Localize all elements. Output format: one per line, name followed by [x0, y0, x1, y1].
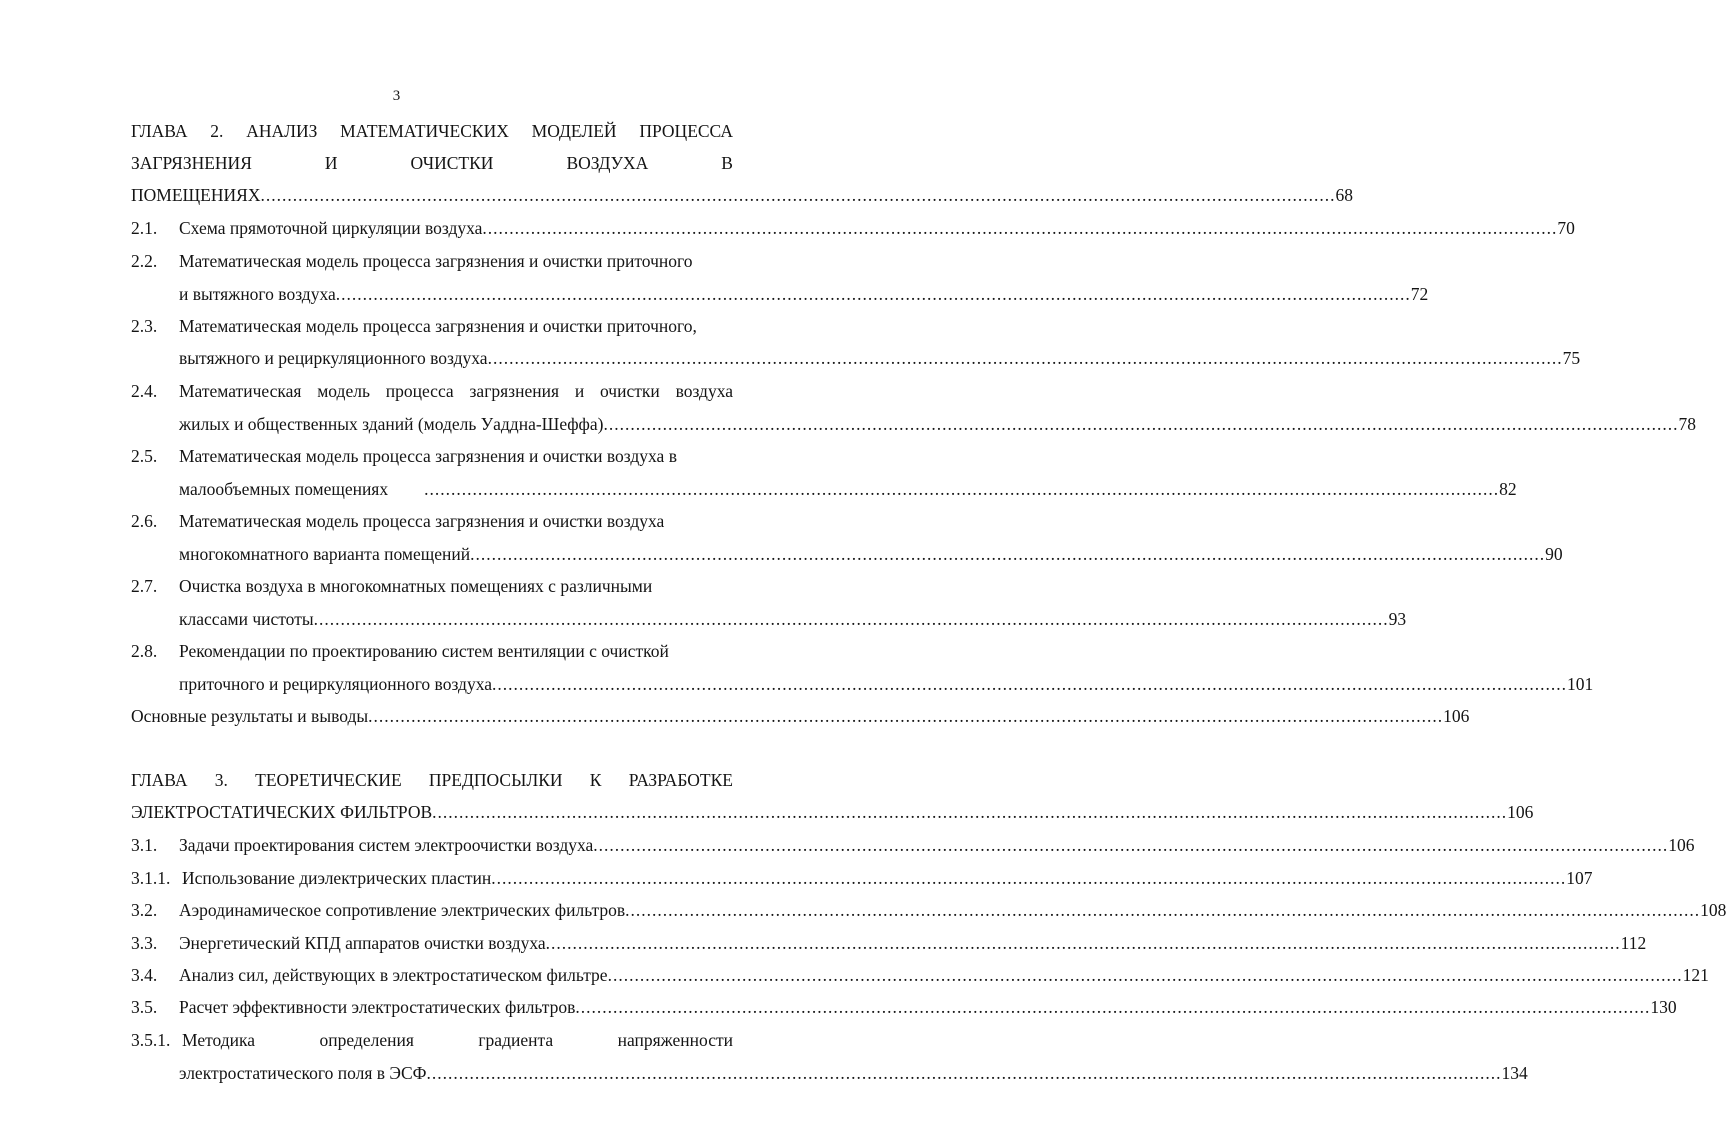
heading-word: ПРОЦЕССА — [639, 121, 733, 141]
toc-text: классами чистоты — [179, 609, 314, 629]
page-number: 3 — [392, 88, 401, 104]
heading-word: АНАЛИЗ — [246, 121, 318, 141]
toc-text: ПОМЕЩЕНИЯХ — [131, 185, 261, 205]
toc-page: 93 — [1388, 609, 1407, 629]
toc-word: процесса — [385, 381, 454, 401]
toc-text: Основные результаты и выводы — [131, 706, 369, 726]
toc-word: воздуха — [675, 381, 733, 401]
heading-word: ПРЕДПОСЫЛКИ — [428, 770, 563, 790]
toc-page: 78 — [1678, 414, 1696, 434]
toc-text: и вытяжного воздуха — [179, 284, 336, 304]
toc-word: модель — [317, 381, 370, 401]
toc-text: Использование диэлектрических пластин — [182, 868, 492, 888]
toc-page: 106 — [1507, 802, 1534, 822]
toc-results — [131, 706, 1470, 726]
toc-entry-2-3-line1: Математическая модель процесса загрязнения и очистки приточного, — [179, 316, 697, 336]
toc-page: 72 — [1410, 284, 1429, 304]
toc-number: 3.5.1. — [131, 1030, 171, 1050]
dot-leader: ........................................................................................................................................................................................................ — [470, 544, 1546, 564]
toc-page: 75 — [1562, 348, 1581, 368]
toc-page: 130 — [1650, 997, 1677, 1017]
heading-word: ТЕОРЕТИЧЕСКИЕ — [255, 770, 402, 790]
toc-page: 106 — [1668, 835, 1695, 855]
toc-entry-2-3 — [179, 348, 1581, 368]
heading-word: И — [324, 153, 338, 173]
toc-number: 3.1. — [131, 835, 158, 855]
toc-number: 2.8. — [131, 641, 158, 661]
toc-number: 2.4. — [131, 381, 158, 401]
toc-text: вытяжного и рециркуляционного воздуха — [179, 348, 488, 368]
heading-word: 2. — [210, 121, 224, 141]
toc-text: Анализ сил, действующих в электростатическом фильтре — [179, 965, 608, 985]
toc-entry-3-5-1 — [179, 1063, 1528, 1083]
dot-leader: ........................................................................................................................................................................................................ — [607, 965, 1683, 985]
toc-entry-3-1 — [179, 835, 1695, 855]
toc-page: 134 — [1501, 1063, 1528, 1083]
toc-entry-2-2-line1: Математическая модель процесса загрязнения и очистки приточного — [179, 251, 693, 271]
toc-word: определения — [319, 1030, 414, 1050]
toc-word: напряженности — [617, 1030, 733, 1050]
toc-entry-3-2 — [179, 900, 1726, 920]
toc-word: очистки — [600, 381, 660, 401]
chapter2-heading-line2 — [131, 155, 733, 173]
toc-entry-2-7-line1: Очистка воздуха в многокомнатных помещениях с различными — [179, 576, 653, 596]
toc-number: 3.3. — [131, 933, 158, 953]
chapter3-heading-line1 — [131, 772, 733, 790]
toc-number: 2.6. — [131, 511, 158, 531]
dot-leader: ........................................................................................................................................................................................................ — [313, 609, 1389, 629]
toc-page: 68 — [1335, 185, 1353, 205]
toc-number: 2.5. — [131, 446, 158, 466]
toc-text: малообъемных помещениях — [179, 479, 389, 499]
heading-word: МОДЕЛЕЙ — [531, 121, 617, 141]
dot-leader: ........................................................................................................................................................................................................ — [424, 479, 1500, 499]
heading-word: ВОЗДУХА — [566, 153, 649, 173]
toc-entry-2-6 — [179, 544, 1563, 564]
dot-leader: ........................................................................................................................................................................................................ — [487, 348, 1563, 368]
toc-entry-2-2 — [179, 284, 1429, 304]
toc-page: 121 — [1682, 965, 1709, 985]
toc-text: Энергетический КПД аппаратов очистки воздуха — [179, 933, 546, 953]
dot-leader: ........................................................................................................................................................................................................ — [575, 997, 1651, 1017]
toc-entry-3-1-1 — [182, 868, 1593, 888]
toc-text: многокомнатного варианта помещений — [179, 544, 471, 564]
toc-entry-2-4-line1 — [179, 383, 733, 401]
heading-word: РАЗРАБОТКЕ — [628, 770, 733, 790]
toc-entry-2-7 — [179, 609, 1407, 629]
toc-word: градиента — [478, 1030, 554, 1050]
dot-leader: ........................................................................................................................................................................................................ — [492, 674, 1567, 694]
toc-page: 106 — [1443, 706, 1470, 726]
dot-leader: ........................................................................................................................................................................................................ — [491, 868, 1567, 888]
toc-text: жилых и общественных зданий (модель Уаддна-Шеффа) — [179, 414, 604, 434]
dot-leader: ........................................................................................................................................................................................................ — [593, 835, 1669, 855]
dot-leader: ........................................................................................................................................................................................................ — [260, 185, 1336, 205]
heading-word: 3. — [214, 770, 228, 790]
toc-entry-2-5 — [179, 479, 1517, 499]
toc-entry-3-3 — [179, 933, 1647, 953]
toc-text: ЭЛЕКТРОСТАТИЧЕСКИХ ФИЛЬТРОВ — [131, 802, 433, 822]
heading-word: ГЛАВА — [131, 770, 188, 790]
toc-number: 3.5. — [131, 997, 158, 1017]
toc-number: 3.4. — [131, 965, 158, 985]
toc-entry-2-6-line1: Математическая модель процесса загрязнения и очистки воздуха — [179, 511, 665, 531]
toc-page: 107 — [1566, 868, 1593, 888]
toc-entry-2-8 — [179, 674, 1594, 694]
toc-text: Задачи проектирования систем электроочистки воздуха — [179, 835, 594, 855]
chapter2-heading-line1 — [131, 123, 733, 141]
toc-text: приточного и рециркуляционного воздуха — [179, 674, 492, 694]
toc-number: 3.2. — [131, 900, 158, 920]
heading-word: ЗАГРЯЗНЕНИЯ — [131, 153, 252, 173]
toc-number: 2.2. — [131, 251, 158, 271]
toc-word: и — [574, 381, 585, 401]
dot-leader: ........................................................................................................................................................................................................ — [545, 933, 1621, 953]
dot-leader: ........................................................................................................................................................................................................ — [603, 414, 1679, 434]
toc-number: 2.7. — [131, 576, 158, 596]
toc-text: Аэродинамическое сопротивление электрических фильтров — [179, 900, 626, 920]
dot-leader: ........................................................................................................................................................................................................ — [482, 218, 1558, 238]
toc-text: Схема прямоточной циркуляции воздуха — [179, 218, 483, 238]
toc-word: загрязнения — [469, 381, 559, 401]
toc-entry-3-4 — [179, 965, 1709, 985]
toc-entry-2-1 — [179, 218, 1575, 238]
toc-word: Математическая — [179, 381, 302, 401]
heading-word: К — [589, 770, 602, 790]
heading-word: ГЛАВА — [131, 121, 188, 141]
toc-page: 108 — [1700, 900, 1726, 920]
heading-word: ОЧИСТКИ — [410, 153, 494, 173]
toc-number: 2.1. — [131, 218, 158, 238]
dot-leader: ........................................................................................................................................................................................................ — [335, 284, 1411, 304]
chapter2-heading-line3 — [131, 185, 1353, 205]
toc-entry-3-5-1-line1 — [182, 1032, 733, 1050]
toc-page: 70 — [1557, 218, 1575, 238]
toc-page: 82 — [1499, 479, 1517, 499]
toc-number: 3.1.1. — [131, 868, 171, 888]
toc-text: электростатического поля в ЭСФ — [179, 1063, 427, 1083]
toc-text: Расчет эффективности электростатических фильтров — [179, 997, 576, 1017]
toc-page: 112 — [1620, 933, 1647, 953]
toc-entry-2-5-line1: Математическая модель процесса загрязнения и очистки воздуха в — [179, 446, 677, 466]
dot-leader: ........................................................................................................................................................................................................ — [625, 900, 1701, 920]
heading-word: МАТЕМАТИЧЕСКИХ — [340, 121, 509, 141]
dot-leader: ........................................................................................................................................................................................................ — [368, 706, 1444, 726]
toc-entry-2-4 — [179, 414, 1696, 434]
toc-page: 101 — [1567, 674, 1594, 694]
toc-entry-2-8-line1: Рекомендации по проектированию систем вентиляции с очисткой — [179, 641, 669, 661]
toc-entry-3-5 — [179, 997, 1677, 1017]
toc-word: Методика — [182, 1030, 256, 1050]
toc-page: 90 — [1545, 544, 1563, 564]
toc-number: 2.3. — [131, 316, 158, 336]
dot-leader: ........................................................................................................................................................................................................ — [432, 802, 1508, 822]
dot-leader: ........................................................................................................................................................................................................ — [426, 1063, 1502, 1083]
chapter3-heading-line2 — [131, 802, 1534, 822]
heading-word: В — [721, 153, 733, 173]
